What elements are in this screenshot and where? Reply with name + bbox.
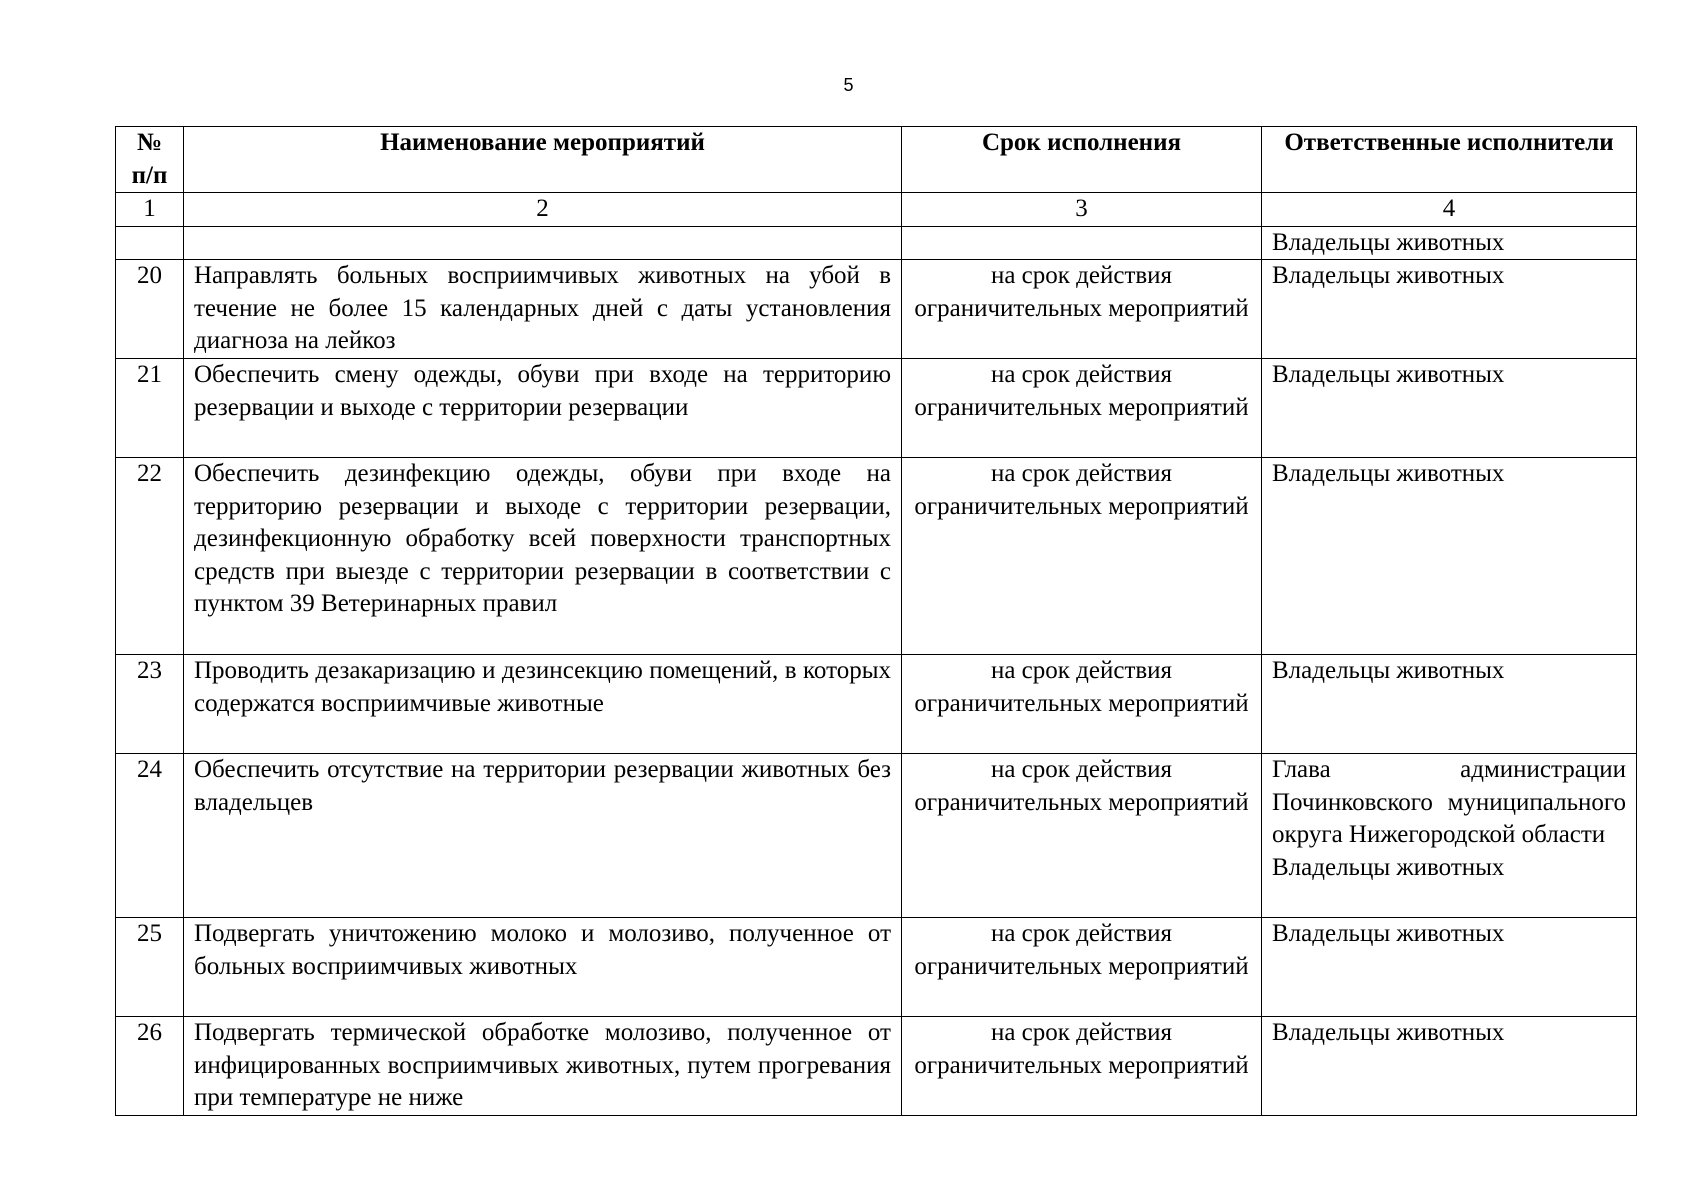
measure-name: Направлять больных восприимчивых животных на убой в течение не более 15 календарных дней с даты установления диагноза на лейкоз — [184, 260, 902, 359]
deadline: на срок действия ограничительных мероприятий — [902, 918, 1262, 1017]
measure-name: Обеспечить смену одежды, обуви при входе на территорию резервации и выходе с территории резервации — [184, 359, 902, 458]
row-number — [116, 226, 184, 260]
header-measure-name: Наименование мероприятий — [184, 127, 902, 193]
table-row — [116, 226, 1637, 260]
row-number: 20 — [116, 260, 184, 359]
responsible: Владельцы животных — [1262, 918, 1637, 1017]
deadline — [902, 226, 1262, 260]
row-number: 26 — [116, 1017, 184, 1116]
deadline: на срок действия ограничительных мероприятий — [902, 1017, 1262, 1116]
deadline: на срок действия ограничительных мероприятий — [902, 754, 1262, 918]
measure-name: Обеспечить дезинфекцию одежды, обуви при входе на территорию резервации и выходе с территории резервации, дезинфекционную обработку всей поверхности транспортных средств при выезде с территории резервации в соответствии с пунктом 39 Ветеринарных правил — [184, 458, 902, 655]
responsible: Владельцы животных — [1262, 359, 1637, 458]
deadline: на срок действия ограничительных мероприятий — [902, 359, 1262, 458]
responsible: Владельцы животных — [1262, 655, 1637, 754]
column-number: 3 — [902, 193, 1262, 227]
measure-name: Обеспечить отсутствие на территории резервации животных без владельцев — [184, 754, 902, 918]
responsible-cell — [1262, 754, 1637, 918]
column-number: 2 — [184, 193, 902, 227]
row-number: 25 — [116, 918, 184, 1017]
measure-name: Проводить дезакаризацию и дезинсекцию помещений, в которых содержатся восприимчивые животные — [184, 655, 902, 754]
row-number: 22 — [116, 458, 184, 655]
table-row — [116, 918, 1637, 1017]
column-number-row — [116, 193, 1637, 227]
responsible: Владельцы животных — [1262, 458, 1637, 655]
deadline: на срок действия ограничительных мероприятий — [902, 655, 1262, 754]
column-number: 1 — [116, 193, 184, 227]
responsible: Владельцы животных — [1262, 1017, 1637, 1116]
header-deadline: Срок исполнения — [902, 127, 1262, 193]
table-row — [116, 655, 1637, 754]
measure-name: Подвергать уничтожению молоко и молозиво, полученное от больных восприимчивых животных — [184, 918, 902, 1017]
table-row — [116, 359, 1637, 458]
responsible: Владельцы животных — [1262, 260, 1637, 359]
measure-name: Подвергать термической обработке молозиво, полученное от инфицированных восприимчивых животных, путем прогревания при температуре не ниже — [184, 1017, 902, 1116]
deadline: на срок действия ограничительных мероприятий — [902, 458, 1262, 655]
table-row — [116, 260, 1637, 359]
measures-table — [115, 126, 1637, 1116]
measure-name — [184, 226, 902, 260]
table-row — [116, 1017, 1637, 1116]
responsible-secondary: Владельцы животных — [1272, 853, 1505, 881]
deadline: на срок действия ограничительных мероприятий — [902, 260, 1262, 359]
page-number: 5 — [843, 75, 854, 95]
table-header-row — [116, 127, 1637, 193]
column-number: 4 — [1262, 193, 1637, 227]
table-row — [116, 458, 1637, 655]
row-number: 23 — [116, 655, 184, 754]
header-responsible: Ответственные исполнители — [1262, 127, 1637, 193]
row-number: 24 — [116, 754, 184, 918]
row-number: 21 — [116, 359, 184, 458]
responsible: Владельцы животных — [1262, 226, 1637, 260]
table-row — [116, 754, 1637, 918]
header-number: № п/п — [116, 127, 184, 193]
responsible: Глава администрации Починковского муниципального округа Нижегородской области — [1272, 756, 1626, 848]
